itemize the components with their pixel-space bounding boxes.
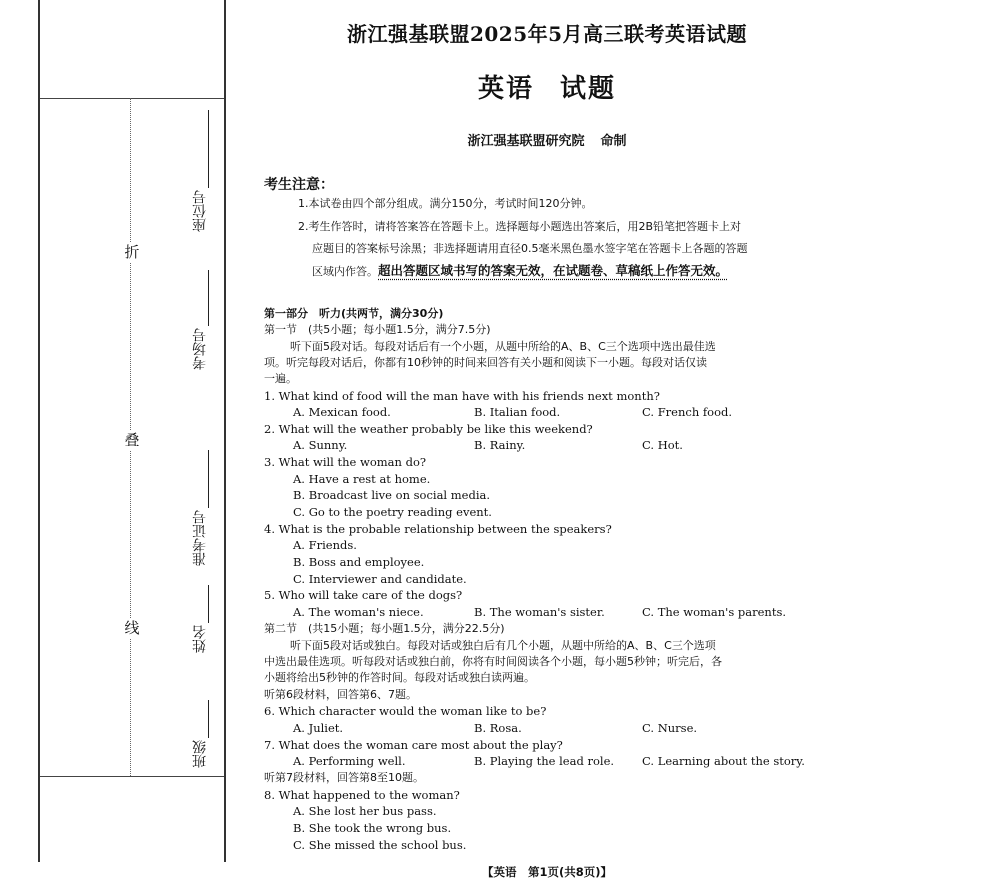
q8-option-c: C. She missed the school bus. xyxy=(293,838,467,852)
margin-divider-top xyxy=(40,98,224,99)
field-class[interactable]: 班级 xyxy=(190,700,214,775)
material-6-intro: 听第6段材料，回答第6、7题。 xyxy=(264,688,417,701)
fold-char-1: 折 xyxy=(122,242,142,262)
notice-item-2-line2: 应题目的答案标号涂黑；非选择题请用直径0.5毫米黑色墨水签字笔在答题卡上各题的答题 xyxy=(312,242,748,255)
notice-item-2: 2.考生作答时，请将答案答在答题卡上。选择题每小题选出答案后，用2B铅笔把答题卡上对 xyxy=(298,220,742,233)
q7-option-c: C. Learning about the story. xyxy=(642,754,805,768)
q7-option-a: A. Performing well. xyxy=(293,754,406,768)
notice-item-2-line3: 区域内作答。超出答题区域书写的答案无效，在试题卷、草稿纸上作答无效。 xyxy=(312,263,729,278)
q3-option-a: A. Have a rest at home. xyxy=(293,472,431,486)
issuer: 浙江强基联盟研究院 命制 xyxy=(467,134,627,149)
question-5: 5. Who will take care of the dogs? xyxy=(264,588,463,602)
section2-instr-3: 小题将给出5秒钟的作答时间。每段对话或独白读两遍。 xyxy=(264,671,535,684)
q6-option-c: C. Nurse. xyxy=(642,721,698,735)
page-footer: 【英语 第1页(共8页)】 xyxy=(481,865,612,879)
field-name[interactable]: 姓名 xyxy=(190,585,214,660)
section2-instr-2: 中选出最佳选项。听每段对话或独白前，你将有时间阅读各个小题，每小题5秒钟；听完后，各 xyxy=(264,655,722,668)
q5-option-c: C. The woman's parents. xyxy=(642,605,786,619)
q3-option-b: B. Broadcast live on social media. xyxy=(293,488,491,502)
q3-option-c: C. Go to the poetry reading event. xyxy=(293,505,492,519)
fold-char-3: 线 xyxy=(122,618,142,638)
q5-option-b: B. The woman's sister. xyxy=(474,605,605,619)
section2-heading: 第二节 (共15小题；每小题1.5分，满分22.5分) xyxy=(264,622,505,635)
section1-instr-2: 项。听完每段对话后，你都有10秒钟的时间来回答有关小题和阅读下一小题。每段对话仅读 xyxy=(264,356,707,369)
notice-item-1: 1.本试卷由四个部分组成。满分150分，考试时间120分钟。 xyxy=(298,197,593,210)
field-exam-room[interactable]: 考场号 xyxy=(190,270,214,380)
margin-divider-bottom xyxy=(40,776,224,777)
field-seat-number[interactable]: 座位号 xyxy=(190,110,214,240)
q1-option-a: A. Mexican food. xyxy=(293,405,391,419)
fold-char-2: 叠 xyxy=(122,430,142,450)
q8-option-a: A. She lost her bus pass. xyxy=(293,804,437,818)
q8-option-b: B. She took the wrong bus. xyxy=(293,821,452,835)
q7-option-b: B. Playing the lead role. xyxy=(474,754,615,768)
section1-instr-1: 听下面5段对话。每段对话后有一个小题，从题中所给的A、B、C三个选项中选出最佳选 xyxy=(290,340,716,353)
question-4: 4. What is the probable relationship between the speakers? xyxy=(264,522,612,536)
section2-instr-1: 听下面5段对话或独白。每段对话或独白后有几个小题，从题中所给的A、B、C三个选项 xyxy=(290,639,716,652)
question-1: 1. What kind of food will the man have with his friends next month? xyxy=(264,389,660,403)
section1-heading: 第一节 (共5小题；每小题1.5分，满分7.5分) xyxy=(264,323,491,336)
q6-option-a: A. Juliet. xyxy=(293,721,344,735)
part1-heading: 第一部分 听力(共两节，满分30分) xyxy=(264,307,444,320)
material-7-intro: 听第7段材料，回答第8至10题。 xyxy=(264,771,424,784)
question-3: 3. What will the woman do? xyxy=(264,455,427,469)
q6-option-b: B. Rosa. xyxy=(474,721,522,735)
q2-option-b: B. Rainy. xyxy=(474,438,526,452)
q2-option-c: C. Hot. xyxy=(642,438,683,452)
question-7: 7. What does the woman care most about the play? xyxy=(264,738,563,752)
q1-option-c: C. French food. xyxy=(642,405,733,419)
section1-instr-3: 一遍。 xyxy=(264,372,297,385)
q4-option-a: A. Friends. xyxy=(293,538,357,552)
notice-heading: 考生注意： xyxy=(264,177,334,193)
subject-title: 英语 试题 xyxy=(477,74,617,104)
q2-option-a: A. Sunny. xyxy=(293,438,348,452)
question-8: 8. What happened to the woman? xyxy=(264,788,460,802)
field-admission-number[interactable]: 准考证号 xyxy=(190,450,214,580)
q5-option-a: A. The woman's niece. xyxy=(293,605,424,619)
question-2: 2. What will the weather probably be like this weekend? xyxy=(264,422,593,436)
question-6: 6. Which character would the woman like to be? xyxy=(264,704,547,718)
notice-warning: 超出答题区域书写的答案无效，在试题卷、草稿纸上作答无效。 xyxy=(378,263,729,278)
q4-option-c: C. Interviewer and candidate. xyxy=(293,572,467,586)
exam-title: 浙江强基联盟2025年5月高三联考英语试题 xyxy=(346,22,748,46)
q4-option-b: B. Boss and employee. xyxy=(293,555,425,569)
q1-option-b: B. Italian food. xyxy=(474,405,561,419)
